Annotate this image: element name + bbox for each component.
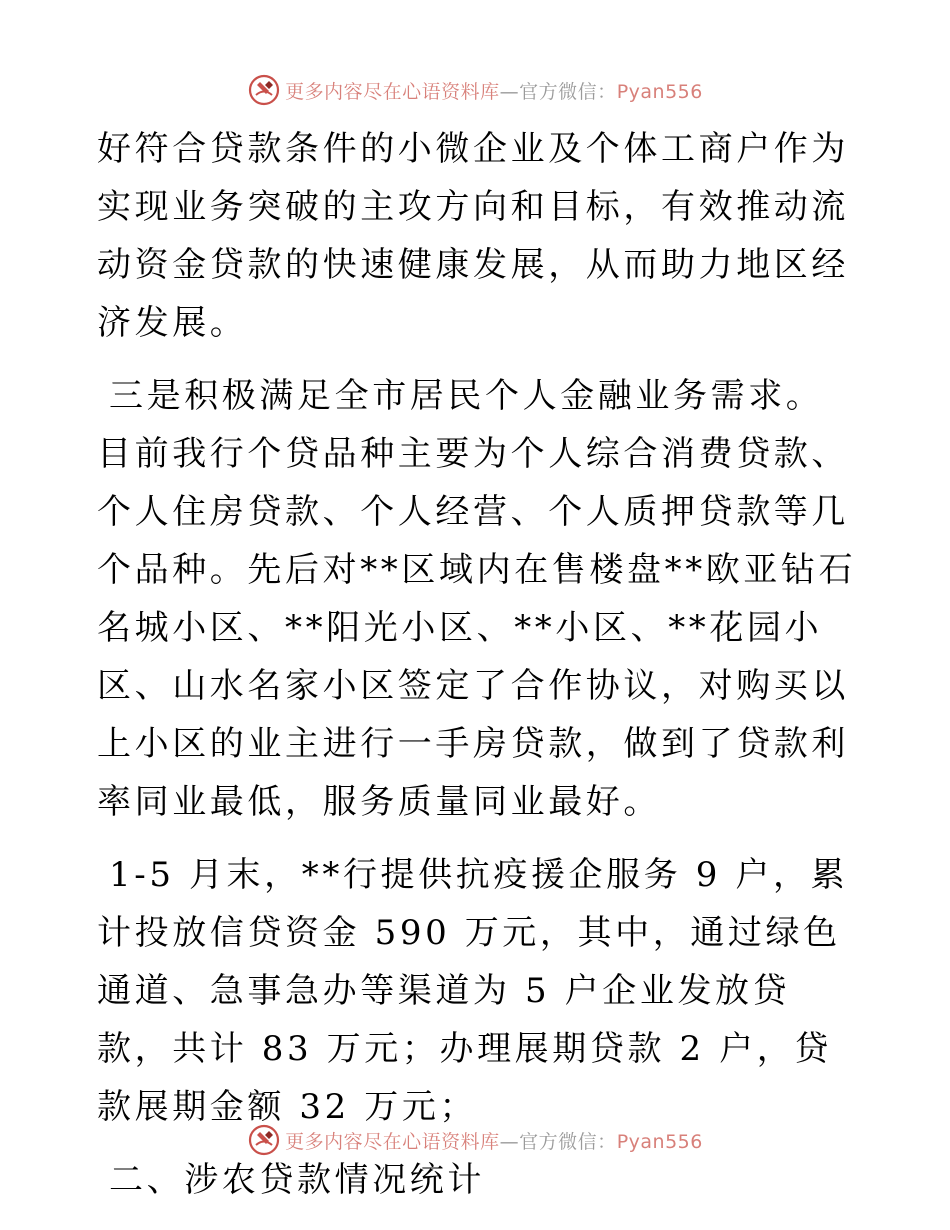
- paragraph-3: 1-5 月末，**行提供抗疫援企服务 9 户，累计投放信贷资金 590 万元，其中，通过绿色通道、急事急办等渠道为 5 户企业发放贷款，共计 83 万元；办理展期贷款 2 户，贷款展期金额 32 万元；: [97, 855, 849, 1127]
- watermark-main-text: 更多内容尽在心语资料库: [285, 80, 500, 103]
- watermark-text: [285, 1127, 703, 1154]
- book-pen-logo-icon: [247, 1123, 281, 1157]
- book-pen-logo-icon: [247, 73, 281, 107]
- header-watermark: [0, 70, 950, 110]
- watermark-account: Pyan556: [616, 80, 703, 103]
- watermark-separator: —: [499, 1130, 520, 1153]
- watermark-main-text: 更多内容尽在心语资料库: [285, 1130, 500, 1153]
- watermark-separator: —: [499, 80, 520, 103]
- document-body: [97, 120, 857, 1209]
- section-heading: 二、涉农贷款情况统计: [109, 1160, 485, 1200]
- watermark-wechat-label: 官方微信：: [519, 1130, 617, 1153]
- paragraph-2: 三是积极满足全市居民个人金融业务需求。目前我行个贷品种主要为个人综合消费贷款、个人住房贷款、个人经营、个人质押贷款等几个品种。先后对**区域内在售楼盘**欧亚钻石名城小区、**阳光小区、**小区、**花园小区、山水名家小区签定了合作协议，对购买以上小区的业主进行一手房贷款，做到了贷款利率同业最低，服务质量同业最好。: [97, 376, 857, 822]
- watermark-account: Pyan556: [616, 1130, 703, 1153]
- paragraph-1: 好符合贷款条件的小微企业及个体工商户作为实现业务突破的主攻方向和目标，有效推动流动资金贷款的快速健康发展，从而助力地区经济发展。: [97, 129, 849, 343]
- watermark-text: [285, 77, 703, 104]
- watermark-wechat-label: 官方微信：: [519, 80, 617, 103]
- footer-watermark: [0, 1120, 950, 1160]
